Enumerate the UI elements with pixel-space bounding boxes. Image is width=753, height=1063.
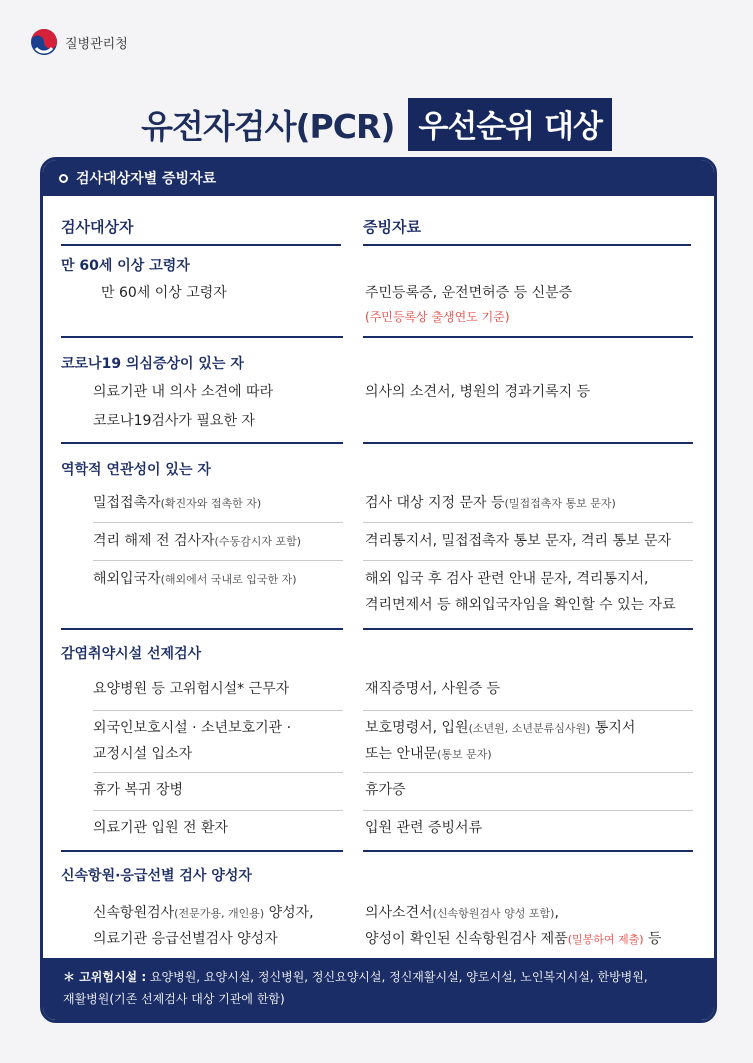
evidence-label: 양성이 확인된 신속항원검사 제품 [365, 931, 568, 947]
subject-cell [93, 490, 343, 517]
evidence-label: 또는 안내문 [365, 746, 438, 762]
evidence-note: (소년원, 소년분류심사원) [468, 722, 591, 735]
subject-cell: 요양병원 등 고위험시설* 근무자 [93, 681, 290, 697]
evidence-cell: 격리면제서 등 해외입국자임을 확인할 수 있는 자료 [365, 597, 676, 613]
org-name: 질병관리청 [65, 36, 128, 52]
section-divider [363, 336, 693, 338]
subject-cell: 의료기관 내 의사 소견에 따라 [93, 384, 274, 400]
evidence-label: 검사 대상 지정 문자 등 [365, 495, 505, 511]
section-divider [61, 336, 343, 338]
subject-note: (해외에서 국내로 입국한 자) [160, 573, 297, 586]
subject-cell: 교정시설 입소자 [93, 746, 193, 762]
section-divider [61, 442, 343, 444]
evidence-cell [365, 926, 705, 953]
evidence-cell [365, 715, 695, 742]
column-header-evidence: 증빙자료 [363, 216, 691, 246]
info-card [40, 157, 717, 1023]
section-divider [61, 628, 343, 630]
evidence-label: 의사소견서 [365, 905, 433, 921]
title-main: 유전자검사(PCR) [141, 107, 395, 146]
evidence-cell: 재직증명서, 사원증 등 [365, 681, 501, 697]
evidence-cell: 격리통지서, 밀접접촉자 통보 문자, 격리 통보 문자 [365, 533, 672, 549]
evidence-note: (주민등록상 출생연도 기준) [365, 310, 510, 324]
subject-cell: 만 60세 이상 고령자 [101, 285, 227, 301]
evidence-cell: 의사의 소견서, 병원의 경과기록지 등 [365, 384, 591, 400]
page-title [0, 98, 753, 151]
bullet-icon [59, 174, 68, 183]
evidence-label: 통지서 [590, 720, 636, 736]
row-divider [363, 772, 693, 773]
row-divider [363, 522, 693, 523]
card-header-title: 검사대상자별 증빙자료 [76, 171, 217, 187]
evidence-cell [365, 490, 695, 517]
section-divider [61, 850, 343, 852]
card-header [43, 160, 714, 196]
row-divider [363, 810, 693, 811]
row-divider [93, 522, 343, 523]
subject-cell [93, 900, 363, 927]
evidence-cell [365, 741, 695, 768]
section-divider [363, 628, 693, 630]
evidence-label: 등 [643, 931, 662, 947]
subject-cell: 의료기관 응급선별검사 양성자 [93, 931, 278, 947]
evidence-note: (통보 문자) [437, 748, 492, 761]
row-divider [93, 560, 343, 561]
row-divider [363, 560, 693, 561]
footnote-line [63, 966, 698, 988]
subject-cell: 외국인보호시설 · 소년보호기관 · [93, 720, 292, 736]
subject-cell: 코로나19검사가 필요한 자 [93, 413, 255, 429]
taegeuk-logo-icon [30, 28, 58, 56]
section-title: 만 60세 이상 고령자 [61, 258, 190, 274]
subject-label: 밀접접촉자 [93, 495, 161, 511]
subject-label: 격리 해제 전 검사자 [93, 533, 215, 549]
section-divider [363, 850, 693, 852]
subject-label: 양성자, [264, 905, 314, 921]
evidence-cell: 입원 관련 증빙서류 [365, 820, 483, 836]
title-highlight: 우선순위 대상 [408, 98, 611, 151]
subject-note: (수동감시자 포함) [214, 535, 302, 548]
section-title: 신속항원·응급선별 검사 양성자 [61, 868, 252, 884]
evidence-label: , [554, 905, 559, 921]
footnote-label: ＊ 고위험시설 : [63, 970, 147, 984]
footnote [43, 958, 714, 1020]
evidence-note: (밀접접촉자 통보 문자) [504, 497, 616, 510]
row-divider [93, 710, 343, 711]
evidence-label: 보호명령서, 입원 [365, 720, 469, 736]
evidence-cell [365, 900, 695, 927]
subject-label: 해외입국자 [93, 571, 161, 587]
row-divider [363, 710, 693, 711]
evidence-note: (밀봉하여 제출) [567, 933, 644, 946]
evidence-cell: 휴가증 [365, 782, 406, 798]
section-title: 역학적 연관성이 있는 자 [61, 462, 211, 478]
subject-label: 신속항원검사 [93, 905, 175, 921]
column-header-subject: 검사대상자 [61, 216, 341, 246]
org-logo [30, 28, 128, 56]
evidence-note: (신속항원검사 양성 포함) [432, 907, 555, 920]
subject-cell: 의료기관 입원 전 환자 [93, 820, 229, 836]
footnote-line: 재활병원(기존 선제검사 대상 기관에 한함) [63, 992, 285, 1006]
section-title: 감염취약시설 선제검사 [61, 646, 202, 662]
section-divider [363, 442, 693, 444]
row-divider [93, 772, 343, 773]
subject-cell: 휴가 복귀 장병 [93, 782, 184, 798]
subject-note: (전문가용, 개인용) [174, 907, 265, 920]
row-divider [93, 810, 343, 811]
evidence-cell: 주민등록증, 운전면허증 등 신분증 [365, 285, 573, 301]
subject-cell [93, 566, 353, 593]
subject-cell [93, 528, 343, 555]
subject-note: (확진자와 접촉한 자) [160, 497, 262, 510]
evidence-cell: 해외 입국 후 검사 관련 안내 문자, 격리통지서, [365, 571, 649, 587]
footnote-text: 요양병원, 요양시설, 정신병원, 정신요양시설, 정신재활시설, 양로시설, 노인복지시설, 한방병원, [146, 970, 648, 984]
section-title: 코로나19 의심증상이 있는 자 [61, 356, 244, 372]
